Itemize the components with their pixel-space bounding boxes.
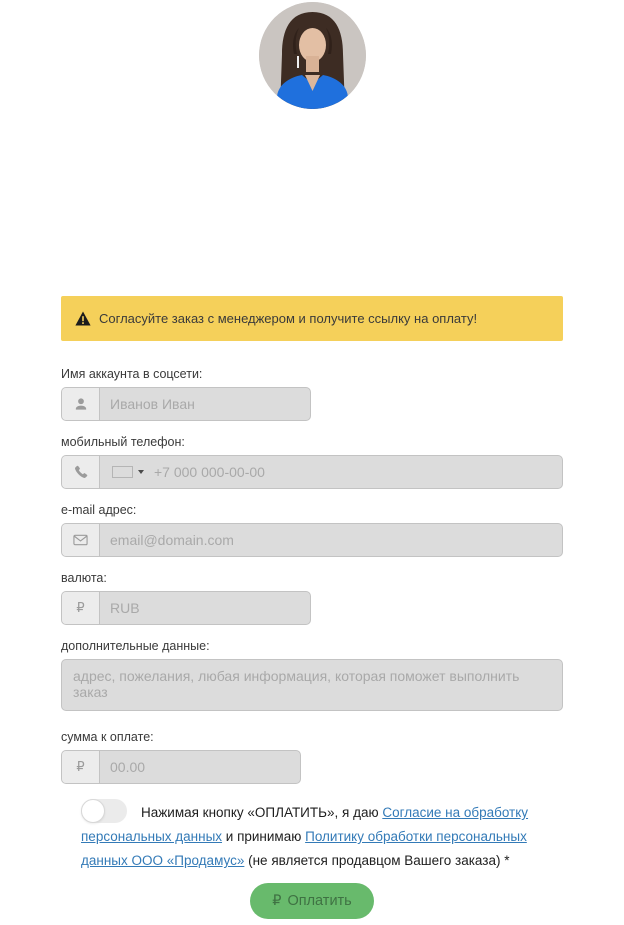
warning-banner (61, 296, 563, 341)
extra-data-label: дополнительные данные: (61, 639, 210, 653)
consent-link-personal-data[interactable]: Согласие на обработку персональных данных (81, 805, 529, 844)
email-label: e-mail адрес: (61, 503, 137, 517)
currency-label: валюта: (61, 571, 107, 585)
field-currency (61, 571, 563, 625)
country-select[interactable] (100, 456, 144, 488)
ruble-icon: ₽ (62, 592, 100, 624)
consent-toggle-knob[interactable] (81, 799, 105, 823)
consent-text-2: и принимаю (222, 829, 306, 844)
profile-photo-illustration (259, 2, 366, 109)
payment-form (61, 296, 563, 925)
phone-input[interactable] (144, 456, 562, 488)
field-account-name (61, 367, 563, 421)
field-phone (61, 435, 563, 489)
avatar-row (0, 0, 624, 112)
pay-button-label: Оплатить (287, 893, 352, 909)
pay-button[interactable] (250, 883, 374, 919)
amount-input[interactable] (100, 751, 300, 783)
envelope-icon (62, 524, 100, 556)
consent-block (61, 799, 563, 873)
pay-button-row (61, 883, 563, 925)
field-extra-data (61, 639, 563, 716)
consent-link-privacy-policy[interactable]: Политику обработки персональных данных ООО «Продамус» (81, 829, 527, 868)
field-email (61, 503, 563, 557)
warning-banner-text: Согласуйте заказ с менеджером и получите ссылку на оплату! (99, 311, 478, 326)
amount-label: сумма к оплате: (61, 730, 154, 744)
user-icon (62, 388, 100, 420)
account-name-label: Имя аккаунта в соцсети: (61, 367, 203, 381)
ruble-icon: ₽ (62, 751, 100, 783)
russia-flag-icon (112, 466, 133, 478)
consent-toggle[interactable] (81, 799, 127, 823)
extra-data-textarea[interactable] (61, 659, 563, 711)
warning-triangle-icon (75, 311, 91, 326)
consent-text-1: Нажимая кнопку «ОПЛАТИТЬ», я даю (141, 805, 383, 820)
account-name-input[interactable] (100, 388, 310, 420)
field-amount (61, 730, 563, 784)
profile-photo (259, 2, 366, 109)
consent-text-3: (не является продавцом Вашего заказа) * (244, 853, 510, 868)
ruble-icon: ₽ (272, 893, 282, 909)
phone-icon (62, 456, 100, 488)
currency-input[interactable] (100, 592, 310, 624)
phone-label: мобильный телефон: (61, 435, 185, 449)
top-spacer (0, 112, 624, 296)
email-input[interactable] (100, 524, 562, 556)
